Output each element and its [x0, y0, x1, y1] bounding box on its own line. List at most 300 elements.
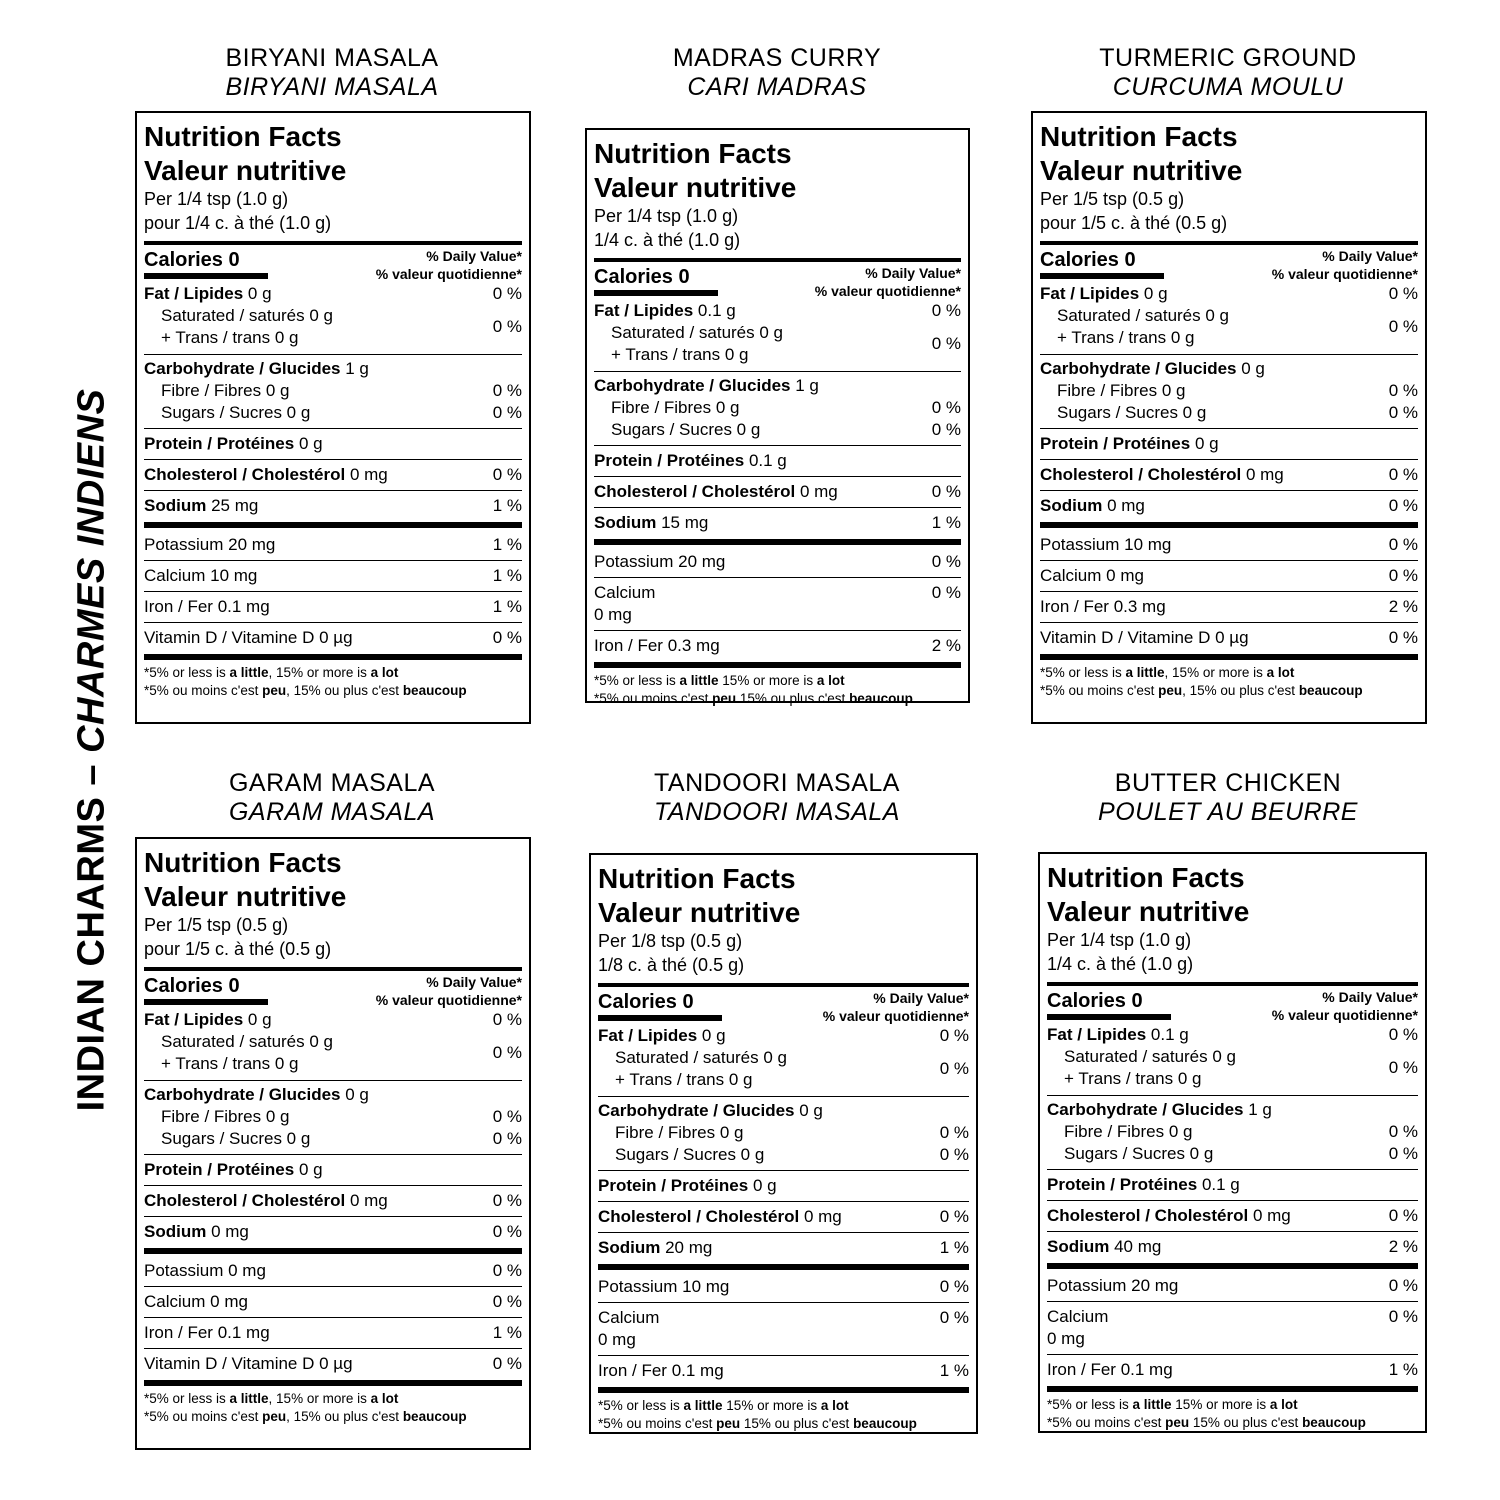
sugars-row-label [615, 1144, 764, 1166]
carbohydrate-row-name: Carbohydrate / Glucides [144, 1085, 341, 1104]
saturated-row-label [611, 322, 783, 344]
carbohydrate-row-name: Carbohydrate / Glucides [144, 359, 341, 378]
daily-value-en: % Daily Value* [865, 265, 961, 281]
sugars-row-label [161, 402, 310, 424]
footnote [598, 1393, 969, 1437]
label-title-en: Nutrition Facts [598, 863, 796, 894]
footnote [144, 1386, 522, 1430]
fibre-row-name: Fibre / Fibres 0 g [615, 1123, 744, 1142]
divider [594, 539, 961, 545]
sodium-row-name: Sodium [598, 1238, 661, 1257]
calcium-row-label [144, 565, 257, 587]
saturated-row-label [1064, 1046, 1236, 1068]
vitamin-d-row-name: Vitamin D / Vitamine D 0 µg [144, 1354, 353, 1373]
product-name-en: GARAM MASALA [228, 769, 436, 797]
carbohydrate-row [144, 1084, 522, 1106]
cholesterol-row-name: Cholesterol / Cholestérol [594, 482, 796, 501]
daily-value-fr: % valeur quotidienne* [375, 266, 522, 282]
divider [598, 1355, 969, 1356]
divider [144, 1185, 522, 1186]
divider [594, 630, 961, 631]
footnote-text: *5% ou moins c'est [144, 683, 263, 698]
carbohydrate-row-name: Carbohydrate / Glucides [598, 1101, 795, 1120]
fat-row-name: Fat / Lipides [598, 1026, 698, 1045]
cholesterol-row-percent: 0 % [1388, 465, 1418, 484]
divider [144, 490, 522, 491]
sodium-row [594, 512, 961, 534]
calories-block [144, 247, 268, 279]
daily-value-fr: % valeur quotidienne* [814, 283, 961, 299]
divider [1040, 428, 1418, 429]
calories-value: Calories 0 [1040, 249, 1136, 271]
vitamin-d-row-percent: 0 % [492, 1354, 522, 1373]
vitamin-d-row-percent: 0 % [492, 628, 522, 647]
saturated-row [1040, 305, 1229, 327]
cholesterol-row-amount: 0 mg [1252, 1206, 1291, 1225]
fibre-row-label [161, 380, 290, 402]
serving-size-fr: pour 1/5 c. à thé (0.5 g) [144, 939, 332, 959]
iron-row-label [144, 1322, 270, 1344]
calcium-percent: 0 % [931, 583, 961, 602]
cholesterol-row [1040, 464, 1418, 486]
daily-value-fr: % valeur quotidienne* [375, 992, 522, 1008]
footnote-emphasis: peu [712, 691, 737, 706]
potassium-row-name: Potassium [594, 552, 674, 571]
vitamin-d-row-label [1040, 627, 1249, 649]
cholesterol-row [144, 464, 522, 486]
calcium-row [1040, 565, 1418, 587]
iron-row-label [598, 1360, 724, 1382]
saturated-row-label [161, 305, 333, 327]
footnote-text: *5% or less is [1047, 1397, 1133, 1412]
protein-row-name: Protein / Protéines [598, 1176, 749, 1195]
calcium-row-name: Calcium [144, 1292, 206, 1311]
footnote-emphasis: a lot [370, 665, 399, 680]
trans-row-label [1057, 327, 1195, 349]
potassium-row [1040, 534, 1418, 556]
vitamin-d-row [1040, 627, 1418, 649]
trans-row-name: + Trans / trans 0 g [161, 328, 299, 347]
product-heading [587, 769, 967, 827]
calcium-amount: 0 mg [1047, 1329, 1085, 1348]
calcium-row-name: Calcium [144, 566, 206, 585]
saturated-row-label [161, 1031, 333, 1053]
calories-value: Calories 0 [144, 975, 240, 997]
potassium-row [598, 1276, 969, 1298]
divider [598, 1096, 969, 1097]
footnote-text: *5% ou moins c'est [1040, 683, 1159, 698]
brand-title-en: INDIAN CHARMS [70, 796, 113, 1112]
calcium-row-name: Calcium [1040, 566, 1102, 585]
sugars-row-percent: 0 % [931, 420, 961, 439]
product-heading [142, 769, 522, 827]
sodium-row-percent: 1 % [931, 513, 961, 532]
product-name-en: BIRYANI MASALA [225, 44, 439, 72]
calories-bar [594, 290, 718, 296]
sugars-row-percent: 0 % [1388, 403, 1418, 422]
saturated-trans-labels [594, 322, 783, 366]
saturated-trans-percent: 0 % [492, 317, 522, 336]
daily-value-fr: % valeur quotidienne* [822, 1008, 969, 1024]
saturated-trans-group [1047, 1046, 1418, 1090]
carbohydrate-row-label [144, 1084, 369, 1106]
fat-row-percent: 0 % [492, 1010, 522, 1029]
sugars-row-name: Sugars / Sucres 0 g [1064, 1144, 1214, 1163]
daily-value-fr: % valeur quotidienne* [1271, 1007, 1418, 1023]
sugars-row [144, 1128, 522, 1150]
divider [144, 1348, 522, 1349]
divider [598, 1201, 969, 1202]
daily-value-en: % Daily Value* [1322, 989, 1418, 1005]
calories-block [594, 264, 718, 296]
fat-row-amount: 0.1 g [1150, 1025, 1189, 1044]
potassium-row-amount: 10 mg [1124, 535, 1172, 554]
divider [144, 1080, 522, 1081]
sugars-row-percent: 0 % [939, 1145, 969, 1164]
sodium-row-label [1040, 495, 1145, 517]
divider [144, 428, 522, 429]
iron-row [144, 1322, 522, 1344]
divider [598, 1264, 969, 1270]
calcium-label [1047, 1306, 1108, 1350]
saturated-row-name: Saturated / saturés 0 g [1064, 1047, 1236, 1066]
calcium-percent: 0 % [1388, 1307, 1418, 1326]
sugars-row-percent: 0 % [492, 403, 522, 422]
divider [594, 507, 961, 508]
trans-row-label [1064, 1068, 1202, 1090]
potassium-row [1047, 1275, 1418, 1297]
footnote-emphasis: a little [229, 1391, 269, 1406]
fat-row-percent: 0 % [1388, 284, 1418, 303]
cholesterol-row-label [144, 464, 388, 486]
fibre-row-name: Fibre / Fibres 0 g [161, 381, 290, 400]
fibre-row-name: Fibre / Fibres 0 g [161, 1107, 290, 1126]
fibre-row [144, 380, 522, 402]
brand-title-dash: – [70, 763, 113, 786]
divider [144, 622, 522, 623]
trans-row-label [161, 327, 299, 349]
protein-row-name: Protein / Protéines [594, 451, 745, 470]
footnote-fr [598, 1415, 969, 1433]
protein-row-label [1040, 433, 1219, 455]
serving-size-fr: 1/8 c. à thé (0.5 g) [598, 955, 745, 975]
sodium-row-percent: 2 % [1388, 1237, 1418, 1256]
saturated-trans-percent: 0 % [939, 1059, 969, 1078]
carbohydrate-row [598, 1100, 969, 1122]
potassium-row-label [1040, 534, 1171, 556]
calories-bar [144, 999, 268, 1005]
sugars-row-label [1064, 1143, 1213, 1165]
carbohydrate-row-amount: 1 g [795, 376, 819, 395]
nutrition-facts-label [1038, 852, 1427, 1433]
fibre-row-label [1064, 1121, 1193, 1143]
footnote-emphasis: a little [1132, 1397, 1172, 1412]
fat-row-amount: 0 g [247, 1010, 272, 1029]
iron-row-label [144, 596, 270, 618]
footnote-emphasis: beaucoup [402, 1409, 467, 1424]
label-title-en: Nutrition Facts [144, 121, 342, 152]
carbohydrate-row-label [594, 375, 819, 397]
footnote-emphasis: beaucoup [853, 1416, 917, 1431]
nutrition-facts-label [135, 111, 531, 724]
sodium-row [144, 1221, 522, 1243]
sodium-row-label [598, 1237, 712, 1259]
saturated-row [1047, 1046, 1236, 1068]
divider [1040, 560, 1418, 561]
potassium-row-amount: 20 mg [678, 552, 726, 571]
calcium-row [144, 565, 522, 587]
product-name-en: BUTTER CHICKEN [1114, 769, 1342, 797]
product-heading [1038, 769, 1418, 827]
calcium-name: Calcium [594, 583, 656, 602]
sugars-row [144, 402, 522, 424]
divider [144, 1317, 522, 1318]
serving-size [144, 187, 522, 235]
nutrition-facts-label [135, 837, 531, 1450]
footnote-text: , 15% ou plus c'est [286, 1409, 403, 1424]
carbohydrate-row-name: Carbohydrate / Glucides [1047, 1100, 1244, 1119]
potassium-row-name: Potassium [1047, 1276, 1127, 1295]
saturated-row [144, 305, 333, 327]
label-title-fr: Valeur nutritive [144, 155, 347, 186]
iron-row-percent: 1 % [939, 1361, 969, 1380]
serving-size-fr: 1/4 c. à thé (1.0 g) [1047, 954, 1194, 974]
trans-row-label [615, 1069, 753, 1091]
divider [1040, 490, 1418, 491]
footnote-text: *5% ou moins c'est [1047, 1415, 1166, 1430]
fibre-row-name: Fibre / Fibres 0 g [1057, 381, 1186, 400]
divider [144, 354, 522, 355]
saturated-trans-group [144, 305, 522, 349]
iron-row-percent: 1 % [1388, 1360, 1418, 1379]
footnote-text: 15% or more is [722, 1398, 821, 1413]
sugars-row [1040, 402, 1418, 424]
cholesterol-row-amount: 0 mg [1245, 465, 1284, 484]
cholesterol-row-amount: 0 mg [349, 1191, 388, 1210]
cholesterol-row-amount: 0 mg [803, 1207, 842, 1226]
footnote-emphasis: beaucoup [849, 691, 913, 706]
sodium-row-label [594, 512, 708, 534]
carbohydrate-row-name: Carbohydrate / Glucides [594, 376, 791, 395]
calories-block [598, 989, 722, 1021]
footnote-emphasis: peu [1158, 683, 1183, 698]
fibre-row-name: Fibre / Fibres 0 g [1064, 1122, 1193, 1141]
carbohydrate-row-amount: 0 g [1241, 359, 1265, 378]
serving-size-en: Per 1/8 tsp (0.5 g) [598, 931, 743, 951]
sodium-row-label [144, 1221, 249, 1243]
sodium-row [598, 1237, 969, 1259]
sugars-row-label [1057, 402, 1206, 424]
divider [144, 1248, 522, 1254]
fibre-row-label [161, 1106, 290, 1128]
potassium-row-label [598, 1276, 729, 1298]
footnote-emphasis: a lot [820, 1398, 849, 1413]
calcium-amount: 0 mg [598, 1330, 636, 1349]
cholesterol-row-percent: 0 % [492, 465, 522, 484]
daily-value-en: % Daily Value* [426, 248, 522, 264]
carbohydrate-row-label [144, 358, 369, 380]
divider [594, 445, 961, 446]
fat-row-amount: 0.1 g [697, 301, 736, 320]
saturated-trans-group [598, 1047, 969, 1091]
sodium-row-amount: 15 mg [661, 513, 709, 532]
divider [598, 1170, 969, 1171]
calcium-label [594, 582, 655, 626]
cholesterol-row-label [598, 1206, 842, 1228]
product-name-fr: TANDOORI MASALA [654, 798, 900, 826]
fat-row-label [594, 300, 736, 322]
divider [144, 1216, 522, 1217]
carbohydrate-row-name: Carbohydrate / Glucides [1040, 359, 1237, 378]
iron-row-name: Iron / Fer [598, 1361, 667, 1380]
product-heading [142, 44, 522, 102]
fat-row-amount: 0 g [247, 284, 272, 303]
divider [144, 1154, 522, 1155]
footnote-emphasis: a lot [816, 673, 845, 688]
footnote-text: *5% or less is [594, 673, 680, 688]
cholesterol-row [594, 481, 961, 503]
product-name-fr: POULET AU BEURRE [1098, 798, 1358, 826]
cholesterol-row-label [144, 1190, 388, 1212]
daily-value-en: % Daily Value* [873, 990, 969, 1006]
label-title-en: Nutrition Facts [1047, 862, 1245, 893]
daily-value-en: % Daily Value* [426, 974, 522, 990]
calcium-amount: 0 mg [594, 605, 632, 624]
serving-size [1040, 187, 1418, 235]
iron-row [594, 635, 961, 657]
divider [144, 522, 522, 528]
cholesterol-row-label [1040, 464, 1284, 486]
potassium-row-amount: 0 mg [228, 1261, 266, 1280]
carbohydrate-row-label [1040, 358, 1265, 380]
protein-row-label [598, 1175, 777, 1197]
fat-row [1040, 283, 1418, 305]
fibre-row-percent: 0 % [492, 381, 522, 400]
footnote-en [594, 672, 961, 690]
product-name-en: TURMERIC GROUND [1099, 44, 1357, 72]
fat-row-label [144, 283, 272, 305]
sugars-row-name: Sugars / Sucres 0 g [161, 403, 311, 422]
trans-row-name: + Trans / trans 0 g [161, 1054, 299, 1073]
fat-row [144, 283, 522, 305]
protein-row-name: Protein / Protéines [144, 1160, 295, 1179]
trans-row-name: + Trans / trans 0 g [611, 345, 749, 364]
footnote-text: 15% ou plus c'est [736, 691, 850, 706]
calcium-row-amount: 0 mg [210, 1292, 248, 1311]
potassium-row-percent: 0 % [1388, 535, 1418, 554]
protein-row-name: Protein / Protéines [144, 434, 295, 453]
potassium-row-percent: 1 % [492, 535, 522, 554]
fibre-row-percent: 0 % [931, 398, 961, 417]
saturated-trans-labels [1040, 305, 1229, 349]
product-name-en: MADRAS CURRY [672, 44, 882, 72]
saturated-trans-group [594, 322, 961, 366]
serving-size [1047, 928, 1418, 976]
serving-size-en: Per 1/4 tsp (1.0 g) [144, 189, 289, 209]
calories-value: Calories 0 [1047, 990, 1143, 1012]
carbohydrate-row [1047, 1099, 1418, 1121]
protein-row [1047, 1174, 1418, 1196]
fat-row-label [598, 1025, 726, 1047]
footnote-fr [594, 690, 961, 708]
iron-row-amount: 0.1 mg [217, 597, 270, 616]
carbohydrate-row-amount: 0 g [345, 1085, 369, 1104]
potassium-row-amount: 20 mg [228, 535, 276, 554]
footnote-text: , 15% or more is [268, 665, 371, 680]
calcium-row-percent: 0 % [492, 1292, 522, 1311]
footnote-emphasis: peu [262, 683, 287, 698]
serving-size-fr: pour 1/5 c. à thé (0.5 g) [1040, 213, 1228, 233]
trans-row-name: + Trans / trans 0 g [1064, 1069, 1202, 1088]
sodium-row-name: Sodium [144, 1222, 207, 1241]
calories-bar [598, 1015, 722, 1021]
cholesterol-row-name: Cholesterol / Cholestérol [1040, 465, 1242, 484]
fibre-row-percent: 0 % [1388, 381, 1418, 400]
footnote-text: , 15% or more is [268, 1391, 371, 1406]
footnote-text: *5% ou moins c'est [594, 691, 713, 706]
potassium-row-name: Potassium [144, 1261, 224, 1280]
potassium-row-percent: 0 % [1388, 1276, 1418, 1295]
iron-row-label [594, 635, 720, 657]
footnote-emphasis: beaucoup [1302, 1415, 1366, 1430]
potassium-row-percent: 0 % [939, 1277, 969, 1296]
fibre-row-percent: 0 % [492, 1107, 522, 1126]
sugars-row [598, 1144, 969, 1166]
iron-row-amount: 0.1 mg [217, 1323, 270, 1342]
product-name-en: TANDOORI MASALA [654, 769, 900, 797]
label-title-fr: Valeur nutritive [594, 172, 797, 203]
fibre-row-name: Fibre / Fibres 0 g [611, 398, 740, 417]
calcium-name: Calcium [598, 1308, 660, 1327]
saturated-row-name: Saturated / saturés 0 g [611, 323, 783, 342]
carbohydrate-row-amount: 1 g [345, 359, 369, 378]
daily-value-en: % Daily Value* [1322, 248, 1418, 264]
iron-row-name: Iron / Fer [1047, 1360, 1116, 1379]
footnote [594, 668, 961, 712]
serving-size-en: Per 1/4 tsp (1.0 g) [594, 206, 739, 226]
calories-bar [144, 273, 268, 279]
saturated-trans-percent: 0 % [931, 334, 961, 353]
sodium-row [1047, 1236, 1418, 1258]
cholesterol-row-name: Cholesterol / Cholestérol [1047, 1206, 1249, 1225]
protein-row [594, 450, 961, 472]
sugars-row [594, 419, 961, 441]
cholesterol-row-percent: 0 % [1388, 1206, 1418, 1225]
divider [144, 560, 522, 561]
calcium-row-percent: 0 % [1388, 566, 1418, 585]
calcium-row [144, 1291, 522, 1313]
fibre-row [598, 1122, 969, 1144]
footnote-emphasis: peu [716, 1416, 741, 1431]
trans-row-label [161, 1053, 299, 1075]
fibre-row [1047, 1121, 1418, 1143]
calories-bar [1040, 273, 1164, 279]
divider [1047, 1095, 1418, 1096]
brand-title [71, 389, 114, 1112]
iron-row-name: Iron / Fer [144, 1323, 213, 1342]
footnote-text: *5% or less is [598, 1398, 684, 1413]
footnote-en [598, 1397, 969, 1415]
calcium-label [598, 1307, 659, 1351]
footnote-fr [144, 1408, 522, 1426]
divider [1047, 1200, 1418, 1201]
label-title-fr: Valeur nutritive [1047, 896, 1250, 927]
cholesterol-row [144, 1190, 522, 1212]
label-title-fr: Valeur nutritive [144, 881, 347, 912]
sugars-row-name: Sugars / Sucres 0 g [611, 420, 761, 439]
footnote-text: *5% or less is [144, 665, 230, 680]
footnote [1047, 1392, 1418, 1436]
